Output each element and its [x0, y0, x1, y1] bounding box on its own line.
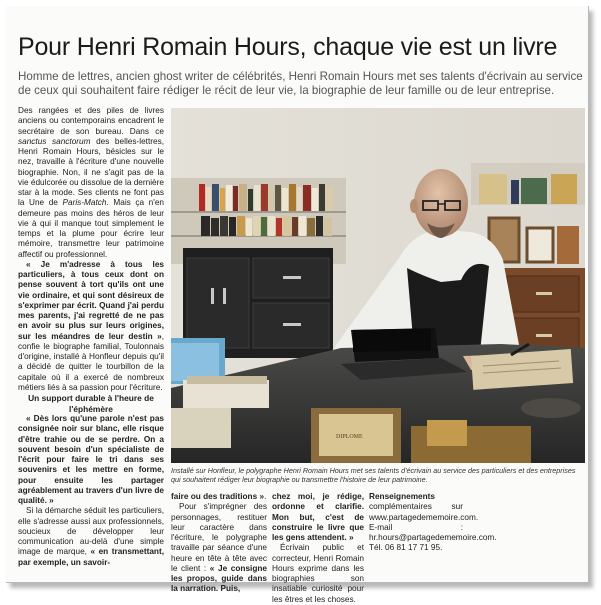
- article-photo: [171, 108, 585, 463]
- photo-caption: Installé sur Honfleur, le polygraphe Henri Romain Hours met ses talents d'écrivain au service des particuliers et des entreprises qui souhaitent rédiger leur biographie ou transmettre l'histoire de leur patrimoine.: [171, 466, 576, 484]
- article-column-1: [18, 106, 164, 568]
- article-subheading: Un support durable à l'heure de l'éphémère: [28, 393, 154, 414]
- man-at-laptop-photo: [171, 108, 585, 463]
- paragraph-quote-1: « Je m'adresse à tous les particuliers, à tous ceux dont on pense souvent à tort qu'ils ont une vie ordinaire, et qui sont désireux de s'exprimer par écrit. Quand j'ai perdu mes parents, j'ai regretté de ne pas en avoir su plus sur leurs origines, sur les méandres de leur destin », confie le biographe familial, Toulonnais d'origine, installé à Honfleur depuis qu'il a décidé de quitter le tourbillon de la capitale où il a exercé de nombreux métiers liés à sa passion pour l'écriture.: [18, 259, 164, 392]
- paragraph-intro: Des rangées et des piles de livres anciens ou contemporains encadrent le secrétaire de son bureau. Dans ce sanctus sanctorum des belles-lettres, Henri Romain Hours, bésicles sur le nez, travaille à l'écriture d'une nouvelle biographie. Non, il ne s'agit pas de la vie édulcorée ou dissolue de la dernière star à la mode. Ses clients ne font pas la Une de Paris-Match. Mais ça n'en demeure pas moins des héros de leur vie à qui il manque tout simplement le temps et la plume pour écrire leur mémoire, transmettre leur patrimoine affectif ou professionnel.: [18, 106, 165, 259]
- article-title: Pour Henri Romain Hours, chaque vie est un livre: [18, 33, 558, 61]
- article-standfirst: Homme de lettres, ancien ghost writer de célébrités, Henri Romain Hours met ses talents d'écrivain au service de ceux qui souhaitent faire rédiger le récit de leur vie, la biographie de leur famille ou de leur entreprise.: [18, 70, 583, 97]
- newspaper-clipping: [6, 6, 589, 604]
- paragraph-professionals: Si la démarche séduit les particuliers, elle s'adresse aussi aux professionnels, soucieux de développer leur communication au-delà d'une simple image de marque, « en transmettant, par exemple, un savoir-: [18, 506, 165, 567]
- paragraph-quote-2: « Dès lors qu'une parole n'est pas consignée noir sur blanc, elle risque d'être trahie ou de se perdre. On a souvent besoin d'un spécialiste de l'écrit pour faire le tri dans ses souvenirs et les mettre en forme, pour ensuite les partager agréablement au travers d'un livre de qualité. »: [18, 414, 164, 505]
- article-column-2: faire ou des traditions ». Pour s'imprégner des personnages, restituer leur caractère dans l'écriture, le polygraphe travaille par séance d'une heure en tête à tête avec le client : « Je consigne les propos, guide dans la narration. Puis,: [171, 492, 267, 594]
- article-column-4: Renseignements complémentaires sur www.partagedememoire.com. E-mail : hr.hours@partagedememoire.com. Tél. 06 81 17 71 95.: [369, 492, 497, 553]
- svg-text:DIPLOME: DIPLOME: [336, 434, 363, 440]
- article-column-3: chez moi, je rédige, ordonne et clarifie. Mon but, c'est de construire le livre que les gens attendent. » Écrivain public et correcteur, Henri Romain Hours exprime dans les biographies son insatiable curiosité pour les êtres et les choses.: [272, 492, 364, 604]
